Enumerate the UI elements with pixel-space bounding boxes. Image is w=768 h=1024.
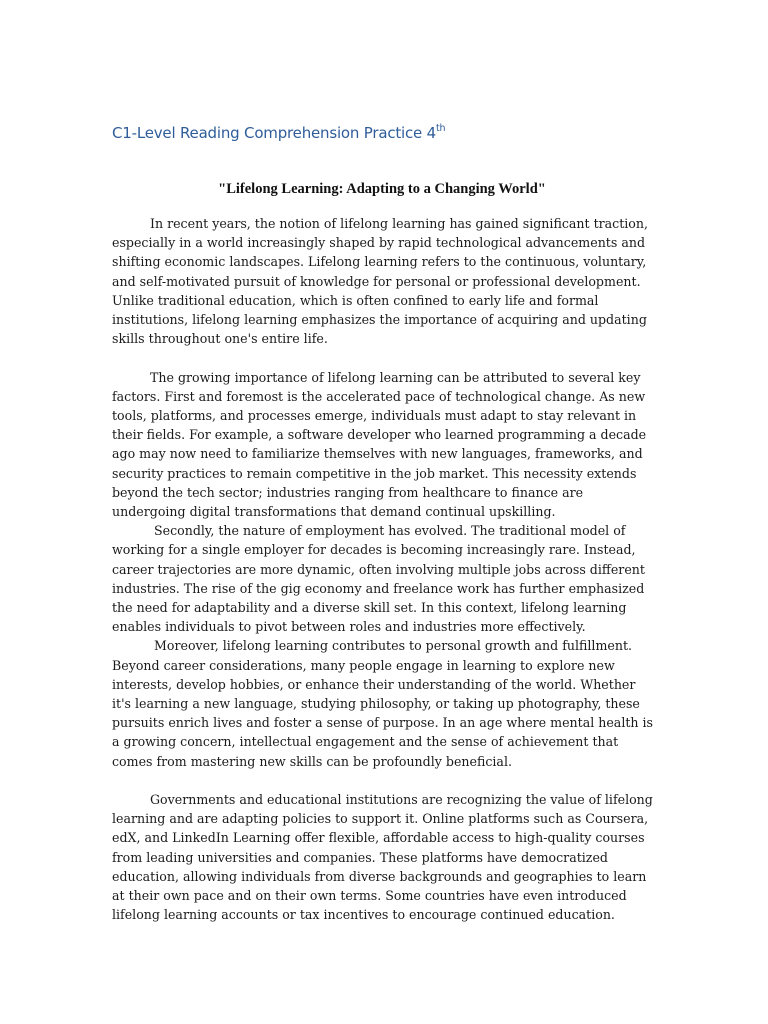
paragraph-governments: Governments and educational institutions are recognizing the value of lifelong learning and are adapting policies to support it. Online platforms such as Coursera, edX, and LinkedIn Learning offer flexible, affordable access to high-quality courses from leading universities and companies. These platforms have democratized education, allowing individuals from diverse backgrounds and geographies to learn at their own pace and on their own terms. Some countries have even introduced lifelong learning accounts or tax incentives to encourage continued education. [112,792,653,923]
document-heading [112,124,445,142]
paragraph-intro: In recent years, the notion of lifelong learning has gained significant traction, especially in a world increasingly shaped by rapid technological advancements and shifting economic landscapes. Lifelong learning refers to the continuous, voluntary, and self-motivated pursuit of knowledge for personal or professional development. Unlike traditional education, which is often confined to early life and formal institutions, lifelong learning emphasizes the importance of acquiring and updating skills throughout one's entire life. [112,216,649,347]
article-title: "Lifelong Learning: Adapting to a Changing World" [218,181,546,197]
paragraph-employment: Secondly, the nature of employment has evolved. The traditional model of working for a single employer for decades is becoming increasingly rare. Instead, career trajectories are more dynamic, often involving multiple jobs across different industries. The rise of the gig economy and freelance work has further emphasized the need for adaptability and a diverse skill set. In this context, lifelong learning enables individuals to pivot between roles and industries more effectively. [112,523,645,635]
heading-superscript: th [436,123,446,134]
heading-text: C1-Level Reading Comprehension Practice 4 [112,124,436,142]
article-body [112,214,657,924]
paragraph-key-factors: The growing importance of lifelong learning can be attributed to several key factors. First and foremost is the accelerated pace of technological change. As new tools, platforms, and processes emerge, individuals must adapt to stay relevant in their fields. For example, a software developer who learned programming a decade ago may now need to familiarize themselves with new languages, frameworks, and security practices to remain competitive in the job market. This necessity extends beyond the tech sector; industries ranging from healthcare to finance are undergoing digital transformations that demand continual upskilling. [112,369,647,520]
paragraph-personal-growth: Moreover, lifelong learning contributes to personal growth and fulfillment. Beyond career considerations, many people engage in learning to explore new interests, develop hobbies, or enhance their understanding of the world. Whether it's learning a new language, studying philosophy, or taking up photography, these pursuits enrich lives and foster a sense of purpose. In an age where mental health is a growing concern, intellectual engagement and the sense of achievement that comes from mastering new skills can be profoundly beneficial. [112,638,654,769]
